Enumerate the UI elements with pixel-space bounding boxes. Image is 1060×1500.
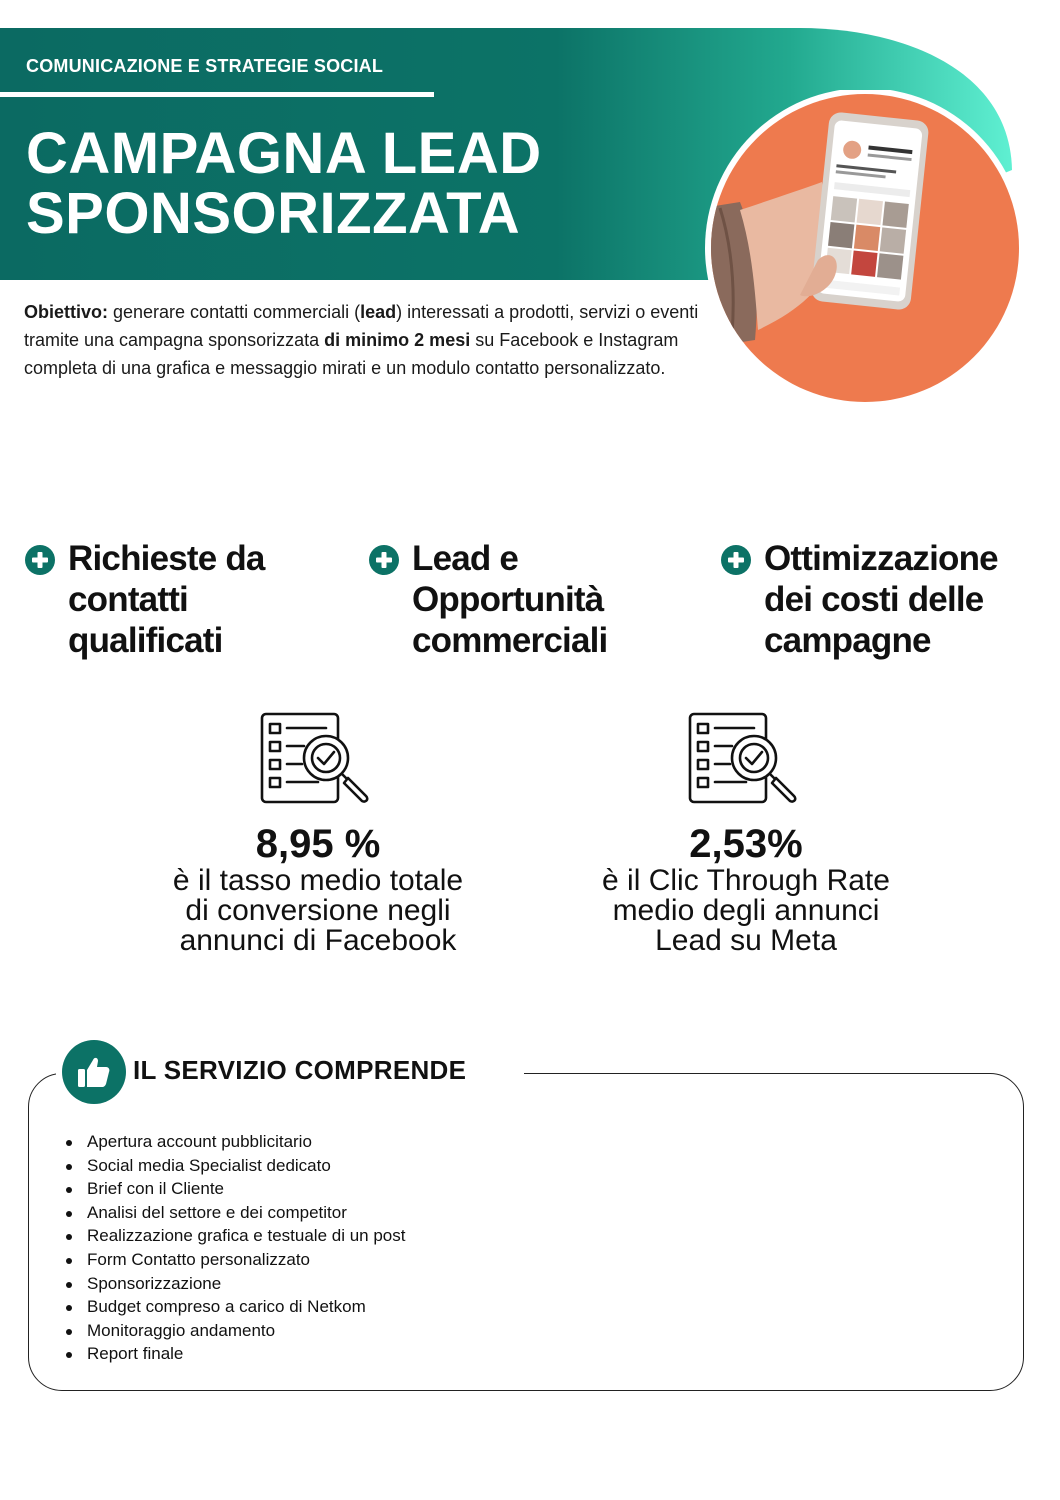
- plus-circle-icon: [368, 544, 400, 576]
- stat-desc-line: è il Clic Through Rate: [602, 864, 890, 897]
- list-item: Budget compreso a carico di Netkom: [62, 1295, 405, 1319]
- benefit-line: campagne: [764, 621, 931, 660]
- stat-desc-line: Lead su Meta: [655, 924, 837, 957]
- objective-bold-duration: di minimo 2 mesi: [324, 330, 471, 350]
- list-item: Analisi del settore e dei competitor: [62, 1201, 405, 1225]
- benefit-line: Ottimizzazione: [764, 539, 998, 578]
- benefit-cost-optimization: [720, 538, 1050, 661]
- stat-description: [566, 866, 926, 956]
- list-item: Monitoraggio andamento: [62, 1319, 405, 1343]
- list-item: Form Contatto personalizzato: [62, 1248, 405, 1272]
- list-item: Sponsorizzazione: [62, 1272, 405, 1296]
- stat-desc-line: medio degli annunci: [612, 894, 880, 927]
- stat-value: 8,95 %: [255, 822, 381, 866]
- list-item: Brief con il Cliente: [62, 1177, 405, 1201]
- list-item: Realizzazione grafica e testuale di un post: [62, 1224, 405, 1248]
- thumbs-up-badge: [62, 1040, 126, 1104]
- checklist-magnifier-icon: [688, 712, 804, 806]
- service-title: IL SERVIZIO COMPRENDE: [133, 1055, 467, 1085]
- benefit-line: commerciali: [412, 621, 608, 660]
- page-title: [26, 121, 542, 246]
- benefit-text: [412, 538, 607, 661]
- plus-circle-icon: [24, 544, 56, 576]
- list-item: Social media Specialist dedicato: [62, 1154, 405, 1178]
- title-line-1: CAMPAGNA LEAD: [26, 121, 542, 186]
- benefit-qualified-contacts: [24, 538, 324, 661]
- benefit-text: [68, 538, 265, 661]
- stat-desc-line: annunci di Facebook: [179, 924, 457, 957]
- benefit-line: contatti: [68, 580, 188, 619]
- stat-conversion-rate: [138, 712, 498, 956]
- objective-text-2: ) interessati a prodotti, servizi o eventi tramite una campagna sponsorizzata: [24, 302, 699, 350]
- stat-click-through-rate: [566, 712, 926, 956]
- objective-text-1: generare contatti commerciali (: [108, 302, 361, 322]
- objective-bold-lead: lead: [360, 302, 397, 322]
- stat-desc-line: è il tasso medio totale: [172, 864, 464, 897]
- benefit-line: qualificati: [68, 621, 223, 660]
- benefit-lead-opportunities: [368, 538, 688, 661]
- benefit-text: [764, 538, 998, 661]
- list-item: Apertura account pubblicitario: [62, 1130, 405, 1154]
- plus-circle-icon: [720, 544, 752, 576]
- kicker-underline: [0, 92, 434, 97]
- stat-desc-line: di conversione negli: [185, 894, 451, 927]
- stat-description: [138, 866, 498, 956]
- checklist-magnifier-icon: [260, 712, 376, 806]
- thumbs-up-icon: [76, 1054, 112, 1090]
- objective-label: Obiettivo:: [24, 302, 108, 322]
- header-kicker: COMUNICAZIONE E STRATEGIE SOCIAL: [26, 56, 384, 76]
- title-line-2: SPONSORIZZATA: [26, 181, 521, 246]
- benefit-line: Richieste da: [68, 539, 265, 578]
- service-list: [62, 1130, 405, 1366]
- benefit-line: dei costi delle: [764, 580, 984, 619]
- stat-value: 2,53%: [689, 822, 803, 866]
- list-item: Report finale: [62, 1342, 405, 1366]
- benefit-line: Opportunità: [412, 580, 604, 619]
- benefit-line: Lead e: [412, 539, 519, 578]
- objective-text-3: su Facebook e Instagram completa di una grafica e messaggio mirati e un modulo contatto personalizzato.: [24, 330, 679, 378]
- hero-photo-hand-smartphone: [700, 90, 1026, 406]
- objective-paragraph: [24, 298, 724, 382]
